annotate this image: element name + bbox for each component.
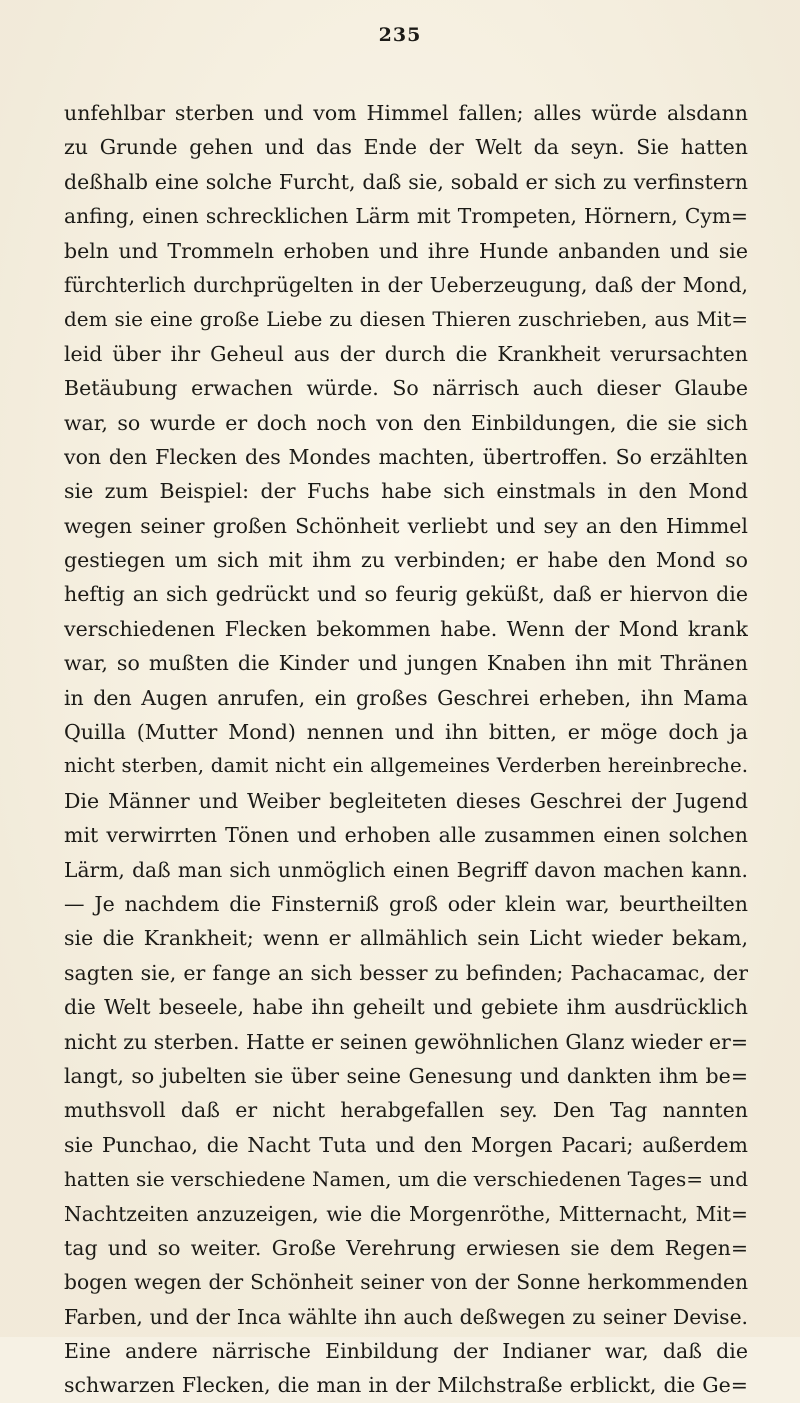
text-line: deßhalb eine solche Furcht, daß sie, sobald er sich zu verfinstern — [64, 169, 748, 194]
text-line: zu Grunde gehen und das Ende der Welt da seyn. Sie hatten — [64, 135, 748, 160]
text-line: nicht zu sterben. Hatte er seinen gewöhnlichen Glanz wieder er= — [64, 1029, 748, 1054]
text-line: sie zum Beispiel: der Fuchs habe sich einstmals in den Mond — [64, 479, 748, 504]
text-line: anfing, einen schrecklichen Lärm mit Trompeten, Hörnern, Cym= — [64, 204, 748, 229]
text-line: wegen seiner großen Schönheit verliebt und sey an den Himmel — [64, 513, 748, 538]
text-line: sie Punchao, die Nacht Tuta und den Morgen Pacari; außerdem — [64, 1132, 748, 1157]
text-line: Lärm, daß man sich unmöglich einen Begriff davon machen kann. — [64, 857, 748, 882]
text-line: nicht sterben, damit nicht ein allgemeines Verderben hereinbreche. — [64, 754, 748, 778]
text-line: mit verwirrten Tönen und erhoben alle zusammen einen solchen — [64, 823, 748, 848]
text-line: die Welt beseele, habe ihn geheilt und gebiete ihm ausdrücklich — [64, 995, 748, 1020]
text-line: Nachtzeiten anzuzeigen, wie die Morgenröthe, Mitternacht, Mit= — [64, 1201, 748, 1226]
text-line: sagten sie, er fange an sich besser zu befinden; Pachacamac, der — [64, 960, 748, 985]
text-line: Farben, und der Inca wählte ihn auch deßwegen zu seiner Devise. — [64, 1304, 748, 1329]
text-line: tag und so weiter. Große Verehrung erwiesen sie dem Regen= — [64, 1235, 748, 1260]
text-line: muthsvoll daß er nicht herabgefallen sey. Den Tag nannten — [64, 1098, 748, 1123]
text-line: war, so wurde er doch noch von den Einbildungen, die sie sich — [64, 410, 748, 435]
text-line: leid über ihr Geheul aus der durch die Krankheit verursachten — [64, 341, 748, 366]
text-line: heftig an sich gedrückt und so feurig geküßt, daß er hiervon die — [64, 582, 748, 607]
text-line: gestiegen um sich mit ihm zu verbinden; er habe den Mond so — [64, 548, 748, 573]
text-line: langt, so jubelten sie über seine Genesung und dankten ihm be= — [64, 1063, 748, 1088]
text-line: verschiedenen Flecken bekommen habe. Wenn der Mond krank — [64, 616, 748, 641]
text-line: dem sie eine große Liebe zu diesen Thieren zuschrieben, aus Mit= — [64, 307, 748, 332]
text-line: Quilla (Mutter Mond) nennen und ihn bitten, er möge doch ja — [64, 720, 748, 745]
page-number: 235 — [378, 24, 422, 46]
text-line: hatten sie verschiedene Namen, um die verschiedenen Tages= und — [64, 1167, 748, 1192]
text-line: Eine andere närrische Einbildung der Indianer war, daß die — [64, 1339, 748, 1364]
text-line: — Je nachdem die Finsterniß groß oder klein war, beurtheilten — [64, 891, 748, 916]
text-line: Betäubung erwachen würde. So närrisch auch dieser Glaube — [64, 376, 748, 401]
body-text — [64, 96, 748, 1403]
text-line: unfehlbar sterben und vom Himmel fallen; alles würde alsdann — [64, 101, 748, 125]
text-line: sie die Krankheit; wenn er allmählich sein Licht wieder bekam, — [64, 926, 748, 951]
text-line: schwarzen Flecken, die man in der Milchstraße erblickt, die Ge= — [64, 1373, 748, 1398]
text-line: in den Augen anrufen, ein großes Geschrei erheben, ihn Mama — [64, 685, 748, 710]
text-line: war, so mußten die Kinder und jungen Knaben ihn mit Thränen — [64, 651, 748, 676]
text-line: von den Flecken des Mondes machten, übertroffen. So erzählten — [64, 444, 748, 469]
text-line: bogen wegen der Schönheit seiner von der Sonne herkommenden — [64, 1270, 748, 1295]
text-line: fürchterlich durchprügelten in der Ueberzeugung, daß der Mond, — [64, 272, 748, 297]
text-line: beln und Trommeln erhoben und ihre Hunde anbanden und sie — [64, 238, 748, 263]
text-line: Die Männer und Weiber begleiteten dieses Geschrei der Jugend — [64, 788, 748, 813]
